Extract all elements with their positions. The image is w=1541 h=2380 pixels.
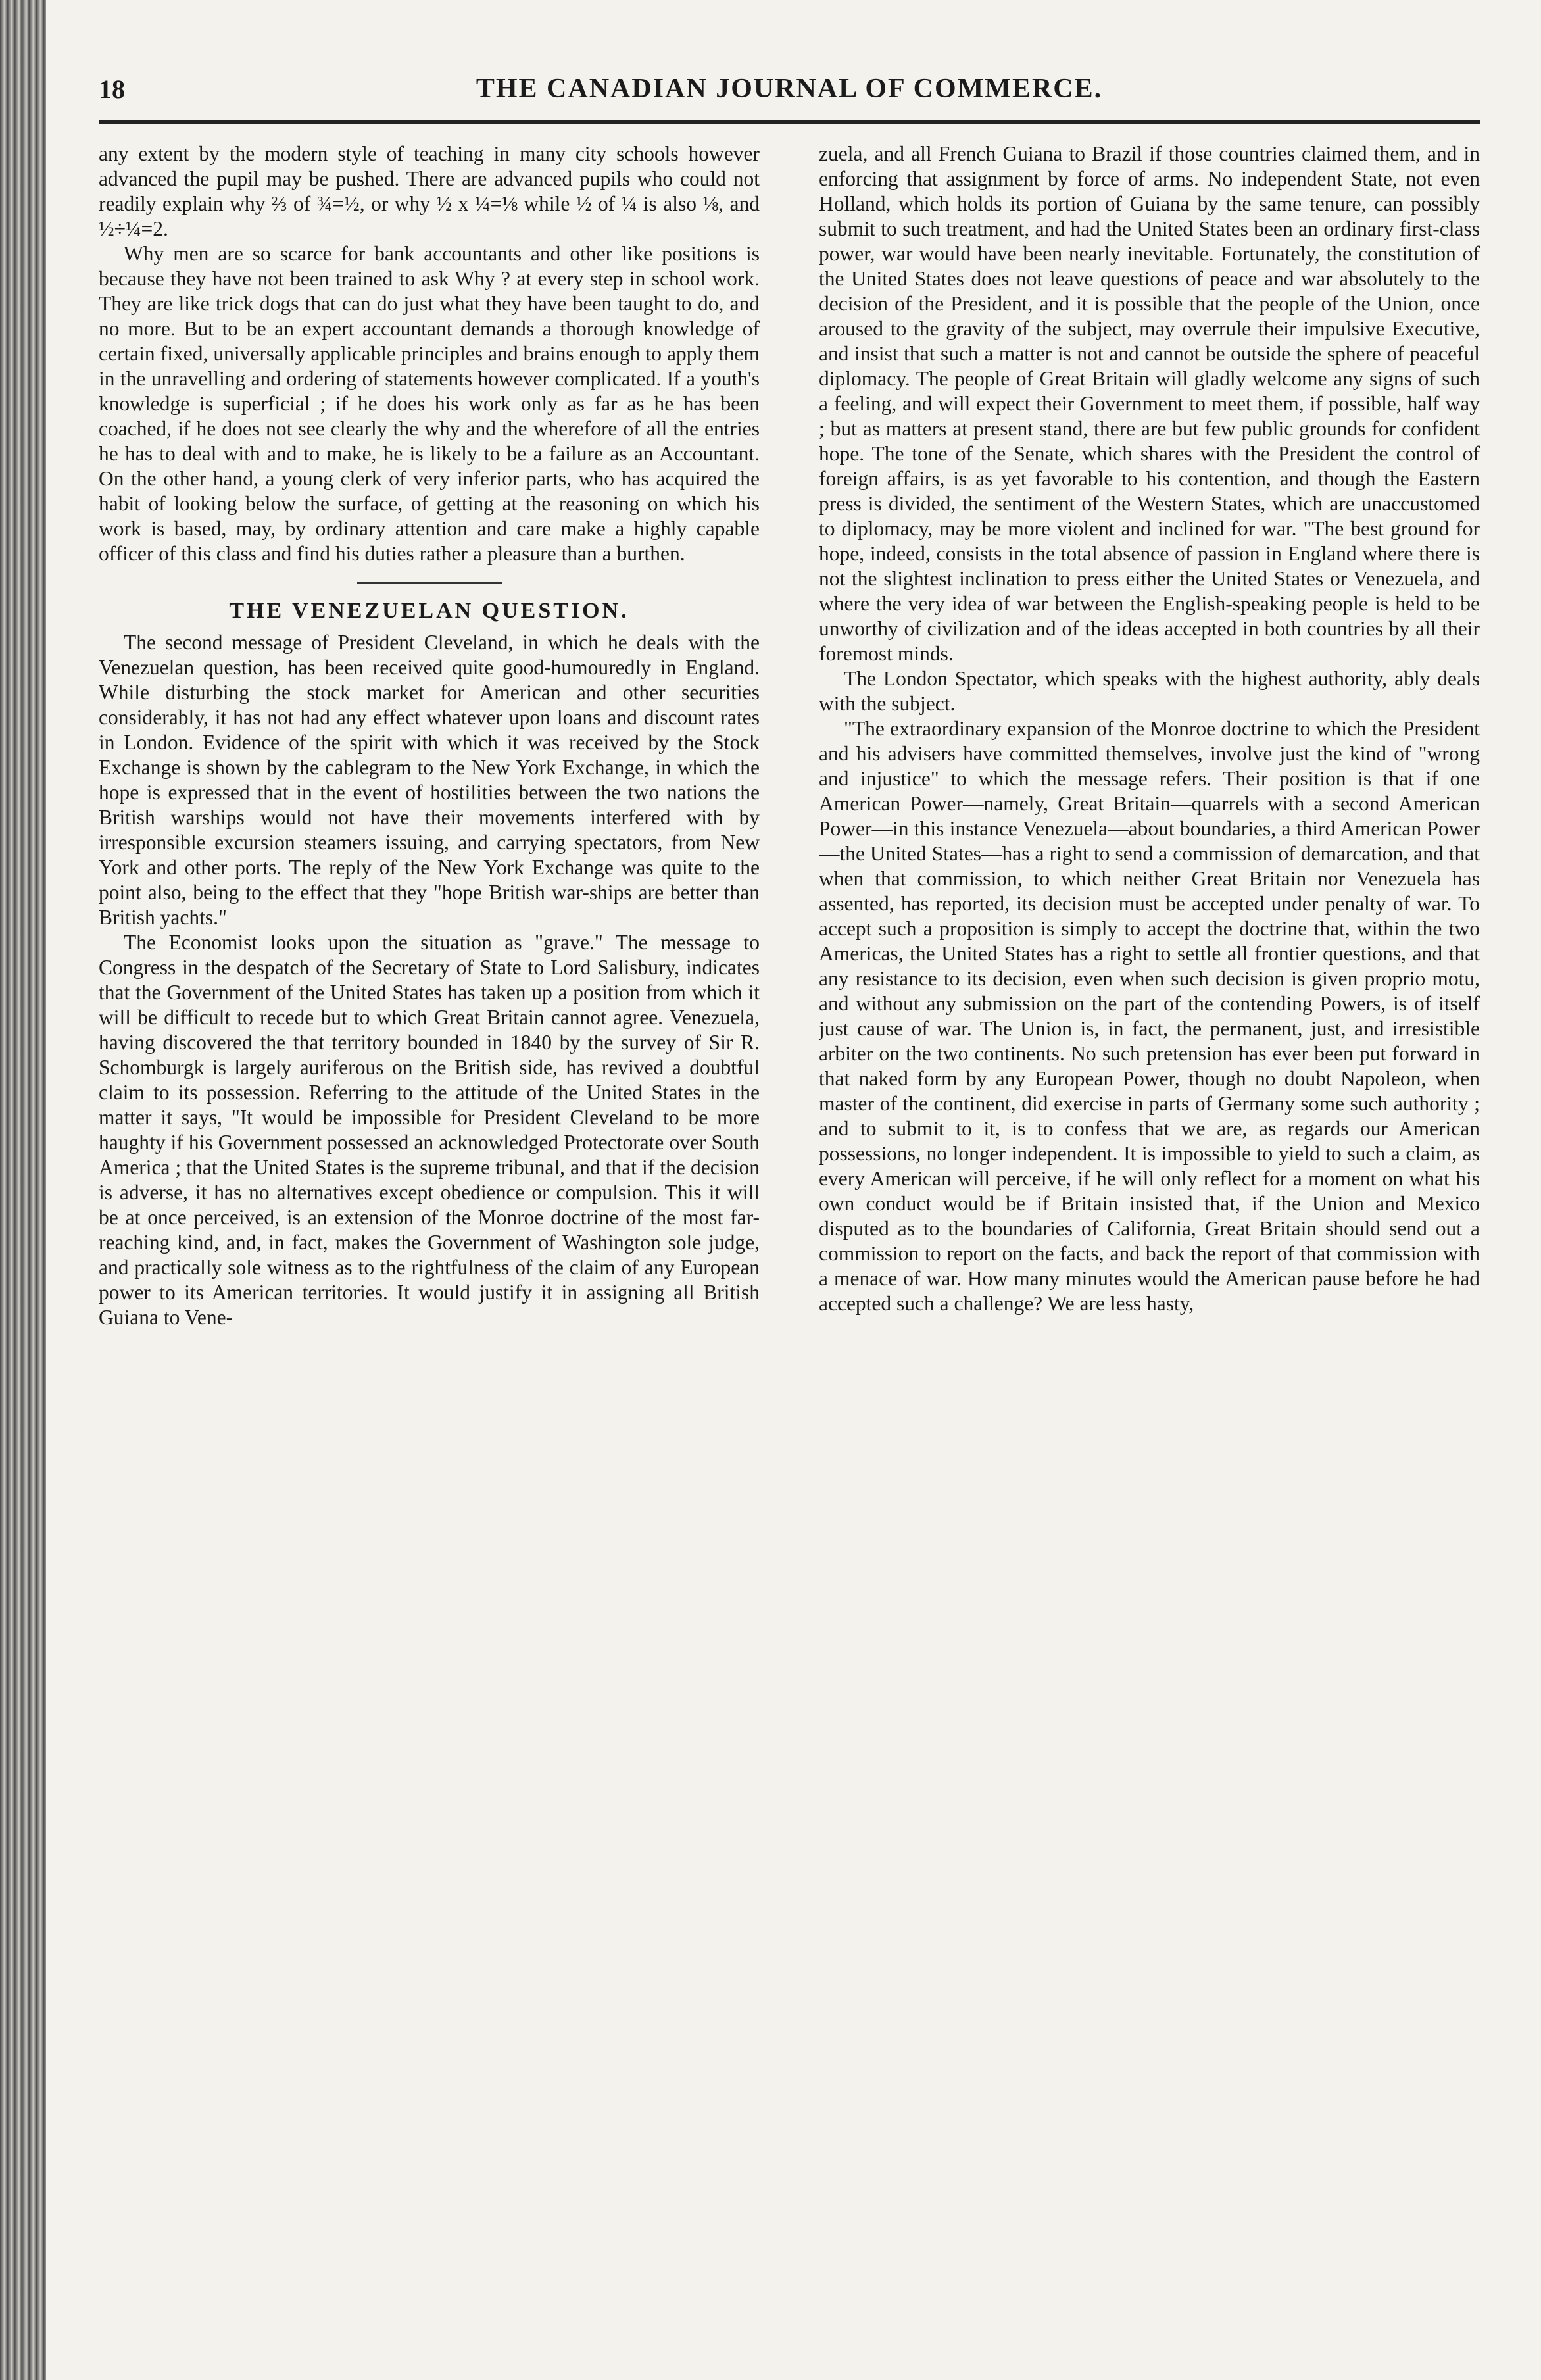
- paragraph: any extent by the modern style of teaching in many city schools however advanced the pupil may be pushed. There are advanced pupils who could not readily explain why ⅔ of ¾=½, or why ½ x ¼=⅛ while ½ of ¼ is also ⅛, and ½÷¼=2.: [99, 142, 760, 240]
- paragraph: Why men are so scarce for bank accountants and other like positions is because they have not been trained to ask Why ? at every step in school work. They are like trick dogs that can do just what they have been taught to do, and no more. But to be an expert accountant demands a thorough knowledge of certain fixed, universally applicable principles and brains enough to apply them in the unravelling and ordering of statements however complicated. If a youth's knowledge is superficial ; if he does his work only as far as he has been coached, if he does not see clearly the why and the wherefore of all the entries he has to deal with and to make, he is likely to be a failure as an Accountant. On the other hand, a young clerk of very inferior parts, who has acquired the habit of looking below the surface, of getting at the reasoning on which his work is based, may, by ordinary attention and care make a highly capable officer of this class and find his duties rather a pleasure than a burthen.: [99, 242, 760, 565]
- journal-page: [99, 62, 1480, 2345]
- paragraph: "The extraordinary expansion of the Monroe doctrine to which the President and his advisers have committed themselves, involve just the kind of "wrong and injustice" to which the message refers. Their position is that if one American Power—namely, Great Britain—quarrels with a second American Power—in this instance Venezuela—about boundaries, a third American Power—the United States—has a right to send a commission of demarcation, and that when that commission, to which neither Great Britain nor Venezuela has assented, has reported, its decision must be accepted under penalty of war. To accept such a proposition is simply to accept the doctrine that, within the two Americas, the United States has a right to settle all frontier questions, and that any resistance to its decision, even when such decision is given proprio motu, and without any submission on the part of the contending Powers, is of itself just cause of war. The Union is, in fact, the permanent, just, and irresistible arbiter on the two continents. No such pretension has ever been put forward in that naked form by any European Power, though no doubt Napoleon, when master of the continent, did exercise in parts of Germany some such authority ; and to submit to it, is to confess that we are, as regards our American possessions, no longer independent. It is impossible to yield to such a claim, as every American will perceive, if he will only reflect for a moment on what his own conduct would be if Britain insisted that, if the Union and Mexico disputed as to the boundaries of California, Great Britain should send out a commission to report on the facts, and back the report of that commission with a menace of war. How many minutes would the American pause before he had accepted such a challenge? We are less hasty,: [819, 717, 1480, 1315]
- paragraph: zuela, and all French Guiana to Brazil if those countries claimed them, and in enforcing that assignment by force of arms. No independent State, not even Holland, which holds its portion of Guiana by the same tenure, can possibly submit to such treatment, and had the United States been an ordinary first-class power, war would have been nearly inevitable. Fortunately, the constitution of the United States does not leave questions of peace and war absolutely to the decision of the President, and it is possible that the people of the Union, once aroused to the gravity of the subject, may overrule their impulsive Executive, and insist that such a matter is not and cannot be outside the sphere of peaceful diplomacy. The people of Great Britain will gladly welcome any signs of such a feeling, and will expect their Government to meet them, if possible, half way ; but as matters at present stand, there are but few public grounds for confident hope. The tone of the Senate, which shares with the President the control of foreign affairs, is as yet favorable to his contention, and though the Eastern press is divided, the sentiment of the Western States, which are unaccustomed to diplomacy, may be more violent and inclined for war. "The best ground for hope, indeed, consists in the total absence of passion in England where there is not the slightest inclination to press either the United States or Venezuela, and where the very idea of war between the English-speaking people is held to be unworthy of civilization and of the ideas accepted in both countries by all their foremost minds.: [819, 142, 1480, 665]
- section-divider: [357, 582, 502, 584]
- paragraph: The London Spectator, which speaks with the highest authority, ably deals with the subject.: [819, 667, 1480, 715]
- article-columns: [99, 141, 1480, 2345]
- left-column: [99, 141, 760, 2345]
- page-number: 18: [99, 74, 125, 104]
- right-column: [819, 141, 1480, 2345]
- section-heading: THE VENEZUELAN QUESTION.: [229, 599, 629, 623]
- paragraph: The second message of President Cleveland, in which he deals with the Venezuelan question, has been received quite good-humouredly in England. While disturbing the stock market for American and other securities considerably, it has not had any effect whatever upon loans and discount rates in London. Evidence of the spirit with which it was received by the Stock Exchange is shown by the cablegram to the New York Exchange, in which the hope is expressed that in the event of hostilities between the two nations the British warships would not have their movements interfered with by irresponsible excursion steamers issuing, and carrying spectators, from New York and other ports. The reply of the New York Exchange was quite to the point also, being to the effect that they "hope British war-ships are better than British yachts.": [99, 631, 760, 929]
- journal-title: THE CANADIAN JOURNAL OF COMMERCE.: [476, 74, 1103, 104]
- header-rule: [99, 120, 1480, 124]
- running-head: [99, 62, 1480, 115]
- page-binding-edge: [0, 0, 46, 2380]
- paragraph: The Economist looks upon the situation as "grave." The message to Congress in the despatch of the Secretary of State to Lord Salisbury, indicates that the Government of the United States has taken up a position from which it will be difficult to recede but to which Great Britain cannot agree. Venezuela, having discovered the that territory bounded in 1840 by the survey of Sir R. Schomburgk is largely auriferous on the British side, has revived a doubtful claim to its possession. Referring to the attitude of the United States in the matter it says, "It would be impossible for President Cleveland to be more haughty if his Government possessed an acknowledged Protectorate over South America ; that the United States is the supreme tribunal, and that if the decision is adverse, it has no alternatives except obedience or compulsion. This it will be at once perceived, is an extension of the Monroe doctrine of the most far-reaching kind, and, in fact, makes the Government of Washington sole judge, and practically sole witness as to the rightfulness of the claim of any European power to its American territories. It would justify it in assigning all British Guiana to Vene-: [99, 931, 760, 1329]
